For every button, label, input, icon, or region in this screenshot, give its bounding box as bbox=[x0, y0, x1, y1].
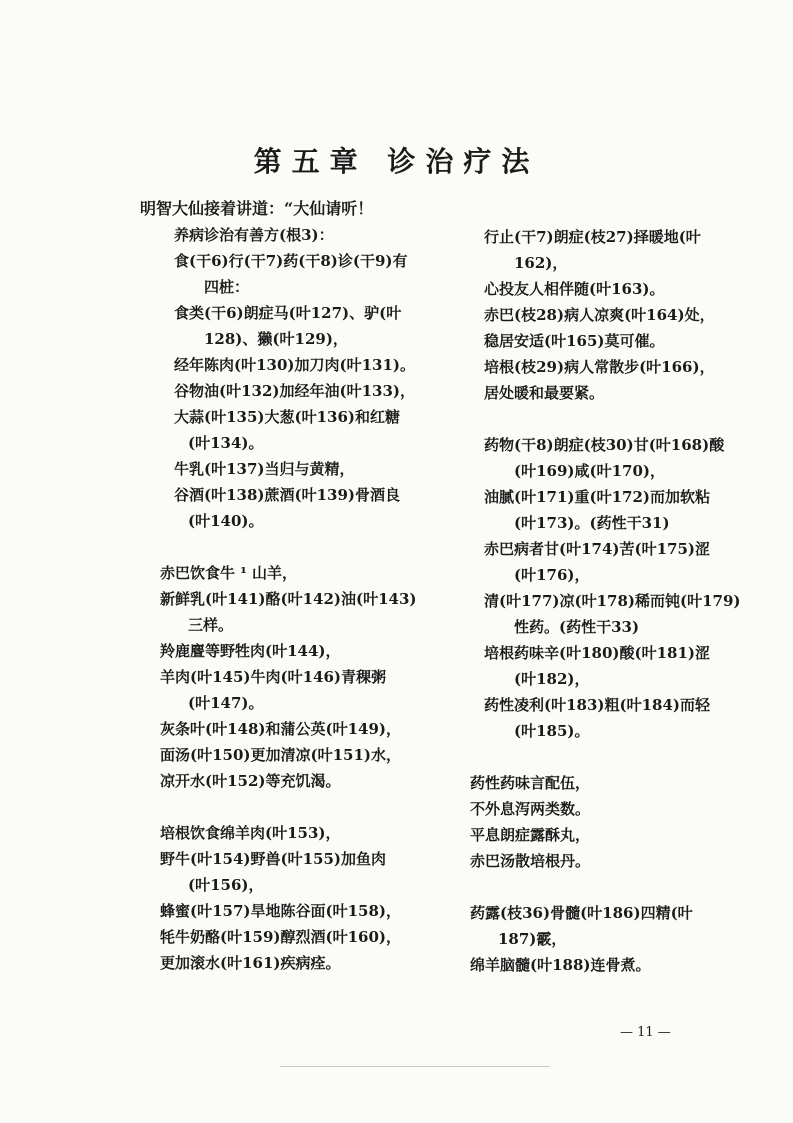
verse-line: 绵羊脑髓(叶188)连骨煮。 bbox=[470, 956, 651, 974]
verse-line: 蜂蜜(叶157)旱地陈谷面(叶158)， bbox=[160, 902, 402, 920]
verse-line: (叶147)。 bbox=[188, 694, 264, 712]
verse-line bbox=[470, 744, 770, 770]
verse-line: (叶173)。(药性干31) bbox=[514, 514, 670, 532]
verse-line bbox=[160, 534, 460, 560]
verse-line: 187)霰， bbox=[498, 930, 567, 948]
verse-line: 药露(枝36)骨髓(叶186)四精(叶 bbox=[470, 904, 693, 922]
verse-line: (叶156)， bbox=[188, 876, 264, 894]
verse-line: 灰条叶(叶148)和蒲公英(叶149)， bbox=[160, 720, 402, 738]
verse-line: 药性凌利(叶183)粗(叶184)而轻 bbox=[484, 696, 711, 714]
verse-line: 培根药味辛(叶180)酸(叶181)涩 bbox=[484, 644, 711, 662]
verse-line: 培根(枝29)病人常散步(叶166)， bbox=[484, 358, 715, 376]
verse-line: 养病诊治有善方(根3)： bbox=[174, 226, 334, 244]
chapter-title: 第五章 诊治疗法 bbox=[253, 145, 540, 178]
verse-line: 赤巴汤散培根丹。 bbox=[470, 852, 591, 870]
verse-line: (叶140)。 bbox=[188, 512, 264, 530]
verse-line: 经年陈肉(叶130)加刀肉(叶131)。 bbox=[174, 356, 416, 374]
verse-line: 谷酒(叶138)蔗酒(叶139)骨酒良 bbox=[174, 486, 401, 504]
verse-line: 牦牛奶酪(叶159)醇烈酒(叶160)， bbox=[160, 928, 402, 946]
verse-line: 性药。(药性干33) bbox=[514, 618, 640, 636]
bottom-rule bbox=[280, 1066, 550, 1067]
verse-line: 赤巴(枝28)病人凉爽(叶164)处， bbox=[484, 306, 715, 324]
verse-line: (叶185)。 bbox=[514, 722, 590, 740]
verse-line bbox=[470, 406, 770, 432]
verse-line: 清(叶177)凉(叶178)稀而钝(叶179) bbox=[484, 592, 741, 610]
verse-line: 三样。 bbox=[188, 616, 234, 634]
verse-line: 野牛(叶154)野兽(叶155)加鱼肉 bbox=[160, 850, 387, 868]
verse-line: 药性药味言配伍， bbox=[470, 774, 591, 792]
verse-line: 牛乳(叶137)当归与黄精， bbox=[174, 460, 355, 478]
verse-line: (叶169)咸(叶170)， bbox=[514, 462, 666, 480]
verse-line: (叶134)。 bbox=[188, 434, 264, 452]
verse-line: 更加滚水(叶161)疾病痊。 bbox=[160, 954, 341, 972]
verse-line: 新鲜乳(叶141)酪(叶142)油(叶143) bbox=[160, 590, 417, 608]
verse-line: 平息朗症露酥丸， bbox=[470, 826, 591, 844]
verse-line: 162)， bbox=[514, 254, 568, 272]
verse-line: 赤巴饮食牛 ¹ 山羊， bbox=[160, 564, 298, 582]
page-number: — 11 — bbox=[620, 1025, 671, 1040]
intro-line: 明智大仙接着讲道：“大仙请听！ bbox=[140, 199, 374, 218]
verse-line: 培根饮食绵羊肉(叶153)， bbox=[160, 824, 341, 842]
verse-line: 不外息泻两类数。 bbox=[470, 800, 591, 818]
left-column bbox=[160, 222, 460, 976]
verse-line: 食类(干6)朗症马(叶127)、驴(叶 bbox=[174, 304, 402, 322]
verse-line: 大蒜(叶135)大葱(叶136)和红糖 bbox=[174, 408, 401, 426]
right-column bbox=[470, 224, 770, 978]
verse-line: 赤巴病者甘(叶174)苦(叶175)涩 bbox=[484, 540, 711, 558]
verse-line: 羚鹿麆等野牲肉(叶144)， bbox=[160, 642, 341, 660]
verse-line bbox=[470, 874, 770, 900]
verse-line: 行止(干7)朗症(枝27)择暖地(叶 bbox=[484, 228, 701, 246]
verse-line: 128)、獭(叶129)， bbox=[204, 330, 348, 348]
verse-line: 四桩： bbox=[204, 278, 250, 296]
verse-line: 心投友人相伴随(叶163)。 bbox=[484, 280, 665, 298]
verse-line: 面汤(叶150)更加清凉(叶151)水， bbox=[160, 746, 402, 764]
verse-line: 稳居安适(叶165)莫可催。 bbox=[484, 332, 665, 350]
verse-line: (叶182)， bbox=[514, 670, 590, 688]
verse-line: 食(干6)行(干7)药(干8)诊(干9)有 bbox=[174, 252, 408, 270]
verse-line: 药物(干8)朗症(枝30)甘(叶168)酸 bbox=[484, 436, 725, 454]
verse-line: 居处暖和最要紧。 bbox=[484, 384, 605, 402]
verse-line bbox=[160, 794, 460, 820]
verse-line: (叶176)， bbox=[514, 566, 590, 584]
verse-line: 油腻(叶171)重(叶172)而加软粘 bbox=[484, 488, 711, 506]
verse-line: 谷物油(叶132)加经年油(叶133)， bbox=[174, 382, 416, 400]
verse-line: 羊肉(叶145)牛肉(叶146)青稞粥 bbox=[160, 668, 387, 686]
verse-line: 凉开水(叶152)等充饥渴。 bbox=[160, 772, 341, 790]
